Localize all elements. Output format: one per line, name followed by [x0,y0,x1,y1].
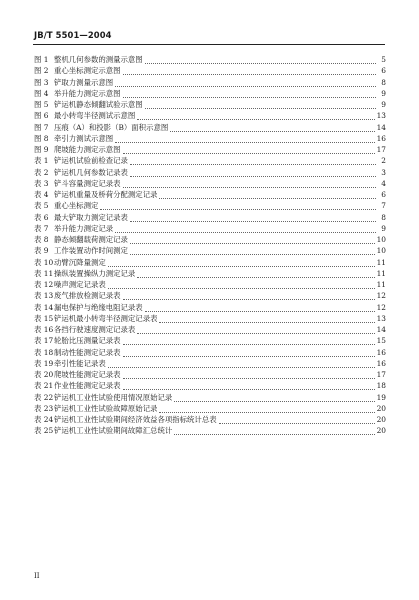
toc-entry-label: 表 10 [34,257,54,267]
toc-dot-leader [145,57,376,64]
toc-entry-label: 表 24 [34,415,54,424]
toc-entry-label: 图 5 [34,100,49,109]
toc-entry[interactable] [34,155,386,166]
toc-entry[interactable] [34,257,386,268]
toc-entry-label: 表 1 [34,156,49,166]
toc-entry-title: 铲运机工业性试验期间经济效益各项指标统计总表 [54,415,217,424]
toc-entry-title: 静态倾翻载荷测定记录 [54,235,128,244]
toc-dot-leader [123,350,375,357]
toc-entry-label: 表 8 [34,235,49,244]
toc-entry-label: 表 20 [34,370,54,379]
toc-entry[interactable] [34,302,386,313]
toc-entry-page-number: 11 [376,268,386,278]
toc-entry-page-number: 16 [376,347,386,357]
toc-entry[interactable] [34,223,386,234]
toc-entry-page-number: 15 [376,336,386,346]
toc-entry[interactable] [34,144,386,155]
toc-entry-label: 表 18 [34,347,54,357]
toc-entry-title: 制动性能测定记录表 [54,347,121,357]
toc-entry-page-number: 14 [376,122,386,132]
toc-entry-page-number: 19 [376,392,386,402]
toc-entry-page-number: 18 [376,381,386,391]
toc-entry-label: 图 3 [34,77,49,87]
toc-dot-leader [159,406,374,413]
toc-dot-leader [174,395,374,402]
toc-entry-title: 铲运机工业性试验使用情况原始记录 [54,392,173,402]
toc-entry-label: 表 11 [34,268,54,278]
toc-entry[interactable] [34,414,386,425]
table-of-contents [34,54,386,437]
toc-entry[interactable] [34,268,386,279]
toc-entry-page-number: 20 [376,426,386,436]
toc-entry[interactable] [34,324,386,335]
toc-entry-page-number: 5 [381,55,386,64]
toc-entry-label: 表 14 [34,302,54,312]
toc-entry-page-number: 13 [376,111,386,121]
toc-entry[interactable] [34,54,386,65]
toc-entry-page-number: 16 [376,358,386,368]
toc-entry-page-number: 4 [381,178,386,188]
toc-dot-leader [123,68,376,75]
toc-entry-title: 铲运机工业性试验期间故障汇总统计 [54,426,173,436]
toc-entry-label: 图 7 [34,122,49,132]
toc-entry[interactable] [34,392,386,403]
toc-entry-label: 表 21 [34,381,54,391]
toc-entry[interactable] [34,290,386,301]
toc-entry-label: 表 16 [34,325,54,334]
toc-entry-page-number: 6 [381,190,386,199]
toc-dot-leader [123,181,376,188]
toc-entry-label: 图 6 [34,111,49,121]
toc-entry[interactable] [34,313,386,324]
toc-entry-label: 表 12 [34,280,54,289]
toc-entry-page-number: 11 [376,257,386,267]
toc-entry-title: 铲运机最小转弯半径测定记录表 [54,313,158,323]
toc-entry-page-number: 7 [381,201,386,211]
toc-entry[interactable] [34,189,386,200]
toc-entry[interactable] [34,122,386,133]
toc-dot-leader [108,260,375,267]
toc-entry-page-number: 8 [381,77,386,87]
toc-entry-title: 举升能力测定记录 [54,223,114,233]
toc-dot-leader [145,305,375,312]
toc-entry[interactable] [34,369,386,380]
toc-entry-page-number: 9 [381,223,386,233]
toc-entry-title: 铲运机试验前检查记录 [54,156,128,166]
toc-entry-title: 重心坐标测定 [54,201,99,211]
toc-entry-title: 爬坡能力测定示意图 [54,145,121,154]
toc-entry-title: 最大铲取力测定记录表 [54,212,128,222]
toc-entry-label: 表 6 [34,212,49,222]
toc-dot-leader [123,293,375,300]
toc-entry[interactable] [34,167,386,178]
toc-dot-leader [137,327,374,334]
toc-entry[interactable] [34,380,386,391]
toc-dot-leader [130,248,375,255]
toc-dot-leader [123,338,375,345]
toc-dot-leader [174,428,374,435]
toc-entry-label: 表 15 [34,313,54,323]
toc-entry-page-number: 12 [376,302,386,312]
toc-entry-title: 工作装置动作时间测定 [54,246,128,256]
toc-entry-title: 爬坡性能测定记录表 [54,370,121,379]
toc-entry-label: 图 2 [34,66,49,76]
toc-entry[interactable] [34,212,386,223]
toc-entry-page-number: 6 [381,66,386,76]
toc-entry-label: 表 4 [34,190,49,199]
toc-entry-title: 铲运机静态倾翻试验示意图 [54,100,143,109]
toc-dot-leader [137,113,374,120]
toc-entry[interactable] [34,65,386,76]
toc-entry-page-number: 8 [381,212,386,222]
toc-entry-title: 压痕（A）和投影（B）面积示意图 [54,122,169,132]
toc-dot-leader [108,361,375,368]
toc-dot-leader [108,282,375,289]
toc-entry-title: 最小转弯半径测试示意图 [54,111,136,121]
page-number: II [34,572,40,580]
toc-entry-label: 图 8 [34,133,49,143]
toc-dot-leader [219,417,375,424]
toc-dot-leader [115,80,376,87]
toc-entry-label: 表 19 [34,358,54,368]
toc-dot-leader [130,170,376,177]
toc-entry[interactable] [34,425,386,436]
toc-entry-page-number: 20 [376,415,386,424]
header-rule [33,44,385,45]
toc-entry-label: 表 3 [34,178,49,188]
toc-entry-title: 铲运机工业性试验故障原始记录 [54,403,158,413]
toc-entry-label: 表 9 [34,246,49,256]
toc-dot-leader [123,91,376,98]
toc-entry-page-number: 10 [376,246,386,256]
toc-entry-label: 表 7 [34,223,49,233]
toc-entry[interactable] [34,110,386,121]
toc-entry-page-number: 20 [376,403,386,413]
toc-entry-label: 表 13 [34,291,54,301]
toc-dot-leader [130,215,376,222]
toc-entry[interactable] [34,358,386,369]
toc-entry-title: 轮胎比压测量记录表 [54,336,121,346]
standard-code-header: JB/T 5501—2004 [34,30,112,40]
toc-entry[interactable] [34,88,386,99]
toc-entry-title: 铲运机重量及桥荷分配测定记录 [54,190,158,199]
toc-dot-leader [137,271,374,278]
toc-entry-title: 各挡行驶速度测定记录表 [54,325,136,334]
toc-entry-label: 表 25 [34,426,54,436]
toc-entry[interactable] [34,347,386,358]
toc-entry-title: 铲运机几何参数记录表 [54,167,128,177]
toc-entry[interactable] [34,335,386,346]
toc-dot-leader [123,372,375,379]
toc-entry-label: 图 1 [34,55,49,64]
toc-entry-title: 漏电保护与绝缘电阻记录表 [54,302,143,312]
toc-dot-leader [115,136,374,143]
toc-entry[interactable] [34,178,386,189]
toc-entry-page-number: 16 [376,133,386,143]
toc-entry[interactable] [34,403,386,414]
toc-entry-title: 动臂沉降量测定 [54,257,106,267]
toc-entry-page-number: 13 [376,313,386,323]
toc-entry-page-number: 10 [376,235,386,244]
toc-dot-leader [159,192,376,199]
toc-entry-page-number: 3 [381,167,386,177]
toc-entry-title: 操纵装置操纵力测定记录 [54,268,136,278]
toc-entry[interactable] [34,279,386,290]
toc-entry[interactable] [34,77,386,88]
toc-entry[interactable] [34,245,386,256]
toc-entry-label: 图 9 [34,145,49,154]
toc-entry[interactable] [34,234,386,245]
toc-dot-leader [130,158,376,165]
toc-entry-title: 铲斗容量测定记录表 [54,178,121,188]
toc-entry-title: 牵引性能记录表 [54,358,106,368]
toc-entry-label: 表 22 [34,392,54,402]
toc-dot-leader [159,316,374,323]
toc-entry-label: 表 5 [34,201,49,211]
toc-entry-title: 牵引力测试示意图 [54,133,114,143]
toc-dot-leader [123,383,375,390]
toc-entry[interactable] [34,133,386,144]
toc-entry-page-number: 17 [376,370,386,379]
toc-entry[interactable] [34,99,386,110]
toc-entry-title: 作业性能测定记录表 [54,381,121,391]
toc-entry-title: 噪声测定记录表 [54,280,106,289]
toc-dot-leader [130,237,375,244]
toc-entry-page-number: 17 [376,145,386,154]
toc-entry-page-number: 2 [381,156,386,166]
toc-dot-leader [170,125,374,132]
toc-dot-leader [145,102,376,109]
toc-entry-page-number: 12 [376,291,386,301]
toc-dot-leader [123,147,375,154]
toc-entry-label: 图 4 [34,88,49,98]
toc-entry[interactable] [34,200,386,211]
toc-entry-title: 整机几何参数的测量示意图 [54,55,143,64]
toc-dot-leader [115,226,376,233]
toc-dot-leader [100,203,376,210]
toc-entry-title: 举升能力测定示意图 [54,88,121,98]
toc-entry-page-number: 11 [376,280,386,289]
toc-entry-page-number: 9 [381,88,386,98]
toc-entry-title: 废气排放检测记录表 [54,291,121,301]
toc-entry-page-number: 14 [376,325,386,334]
toc-entry-label: 表 17 [34,336,54,346]
toc-entry-title: 重心坐标测定示意图 [54,66,121,76]
toc-entry-title: 铲取力测量示意图 [54,77,114,87]
toc-entry-page-number: 9 [381,100,386,109]
toc-entry-label: 表 2 [34,167,49,177]
toc-entry-label: 表 23 [34,403,54,413]
